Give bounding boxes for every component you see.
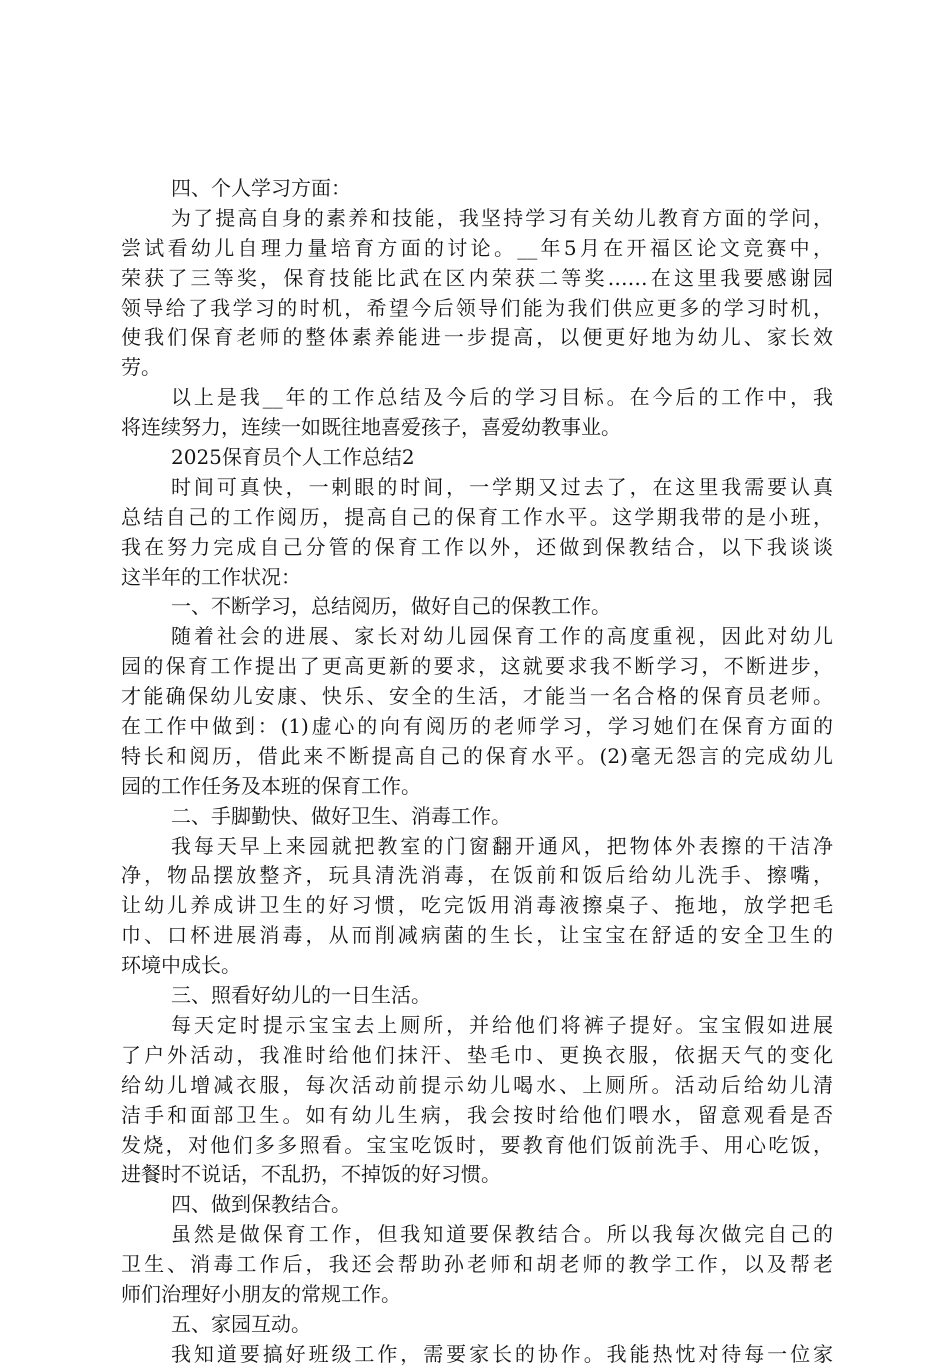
paragraph-line: 我每天早上来园就把教室的门窗翻开通风，把物体外表擦的干洁净: [171, 833, 833, 858]
paragraph-line: 洁手和面部卫生。如有幼儿生病，我会按时给他们喂水，留意观看是否: [121, 1102, 833, 1127]
paragraph-line: 三、照看好幼儿的一日生活。: [171, 983, 431, 1008]
paragraph-line: 将连续努力，连续一如既往地喜爱孩子，喜爱幼教事业。: [121, 415, 621, 440]
document-body: [121, 174, 833, 1370]
paragraph-line: 环境中成长。: [121, 953, 241, 978]
paragraph-line: 进餐时不说话，不乱扔，不掉饭的好习惯。: [121, 1162, 501, 1187]
paragraph-line: 特长和阅历，借此来不断提高自己的保育水平。(2)毫无怨言的完成幼儿: [121, 743, 833, 768]
paragraph-line: 二、手脚勤快、做好卫生、消毒工作。: [171, 803, 511, 828]
paragraph-line: 我知道要搞好班级工作，需要家长的协作。我能热忱对待每一位家: [171, 1341, 833, 1366]
paragraph-line: 荣获了三等奖，保育技能比武在区内荣获二等奖……在这里我要感谢园: [121, 265, 833, 290]
paragraph-line: 总结自己的工作阅历，提高自己的保育工作水平。这学期我带的是小班，: [121, 504, 833, 529]
paragraph-line: 以上是我__年的工作总结及今后的学习目标。在今后的工作中，我: [171, 385, 833, 410]
paragraph-line: 让幼儿养成讲卫生的好习惯，吃完饭用消毒液擦桌子、拖地，放学把毛: [121, 893, 833, 918]
paragraph-line: 发烧，对他们多多照看。宝宝吃饭时，要教育他们饭前洗手、用心吃饭，: [121, 1132, 833, 1157]
paragraph-line: 劳。: [121, 355, 161, 380]
paragraph-line: 净，物品摆放整齐，玩具清洗消毒，在饭前和饭后给幼儿洗手、擦嘴，: [121, 863, 833, 888]
paragraph-line: 师们治理好小朋友的常规工作。: [121, 1281, 401, 1306]
paragraph-line: 虽然是做保育工作，但我知道要保教结合。所以我每次做完自己的: [171, 1222, 833, 1247]
paragraph-line: 四、个人学习方面：: [171, 176, 351, 200]
paragraph-line: 每天定时提示宝宝去上厕所，并给他们将裤子提好。宝宝假如进展: [171, 1012, 833, 1037]
paragraph-line: 给幼儿增减衣服，每次活动前提示幼儿喝水、上厕所。活动后给幼儿清: [121, 1072, 833, 1097]
paragraph-line: 2025保育员个人工作总结2: [171, 445, 415, 470]
paragraph-line: 随着社会的进展、家长对幼儿园保育工作的高度重视，因此对幼儿: [171, 624, 833, 649]
paragraph-line: 四、做到保教结合。: [171, 1192, 351, 1217]
paragraph-line: 了户外活动，我准时给他们抹汗、垫毛巾、更换衣服，依据天气的变化: [121, 1042, 833, 1067]
paragraph-line: 巾、口杯进展消毒，从而削减病菌的生长，让宝宝在舒适的安全卫生的: [121, 923, 833, 948]
paragraph-line: 使我们保育老师的整体素养能进一步提高，以便更好地为幼儿、家长效: [121, 325, 833, 350]
paragraph-line: 领导给了我学习的时机，希望今后领导们能为我们供应更多的学习时机，: [121, 295, 833, 320]
paragraph-line: 在工作中做到：(1)虚心的向有阅历的老师学习，学习她们在保育方面的: [121, 714, 833, 739]
paragraph-line: 尝试看幼儿自理力量培育方面的讨论。__年5月在开福区论文竞赛中，: [121, 235, 833, 260]
paragraph-line: 时间可真快，一剌眼的时间，一学期又过去了，在这里我需要认真: [171, 474, 833, 499]
paragraph-line: 我在努力完成自己分管的保育工作以外，还做到保教结合，以下我谈谈: [121, 534, 833, 559]
paragraph-line: 才能确保幼儿安康、快乐、安全的生活，才能当一名合格的保育员老师。: [121, 684, 833, 709]
paragraph-line: 园的保育工作提出了更高更新的要求，这就要求我不断学习，不断进步，: [121, 654, 833, 679]
paragraph-line: 五、家园互动。: [171, 1311, 311, 1336]
paragraph-line: 这半年的工作状况：: [121, 564, 301, 589]
paragraph-line: 园的工作任务及本班的保育工作。: [121, 773, 421, 798]
paragraph-line: 为了提高自身的素养和技能，我坚持学习有关幼儿教育方面的学问，: [171, 205, 833, 230]
paragraph-line: 卫生、消毒工作后，我还会帮助孙老师和胡老师的教学工作，以及帮老: [121, 1252, 833, 1277]
paragraph-line: 一、不断学习，总结阅历，做好自己的保教工作。: [171, 594, 611, 619]
